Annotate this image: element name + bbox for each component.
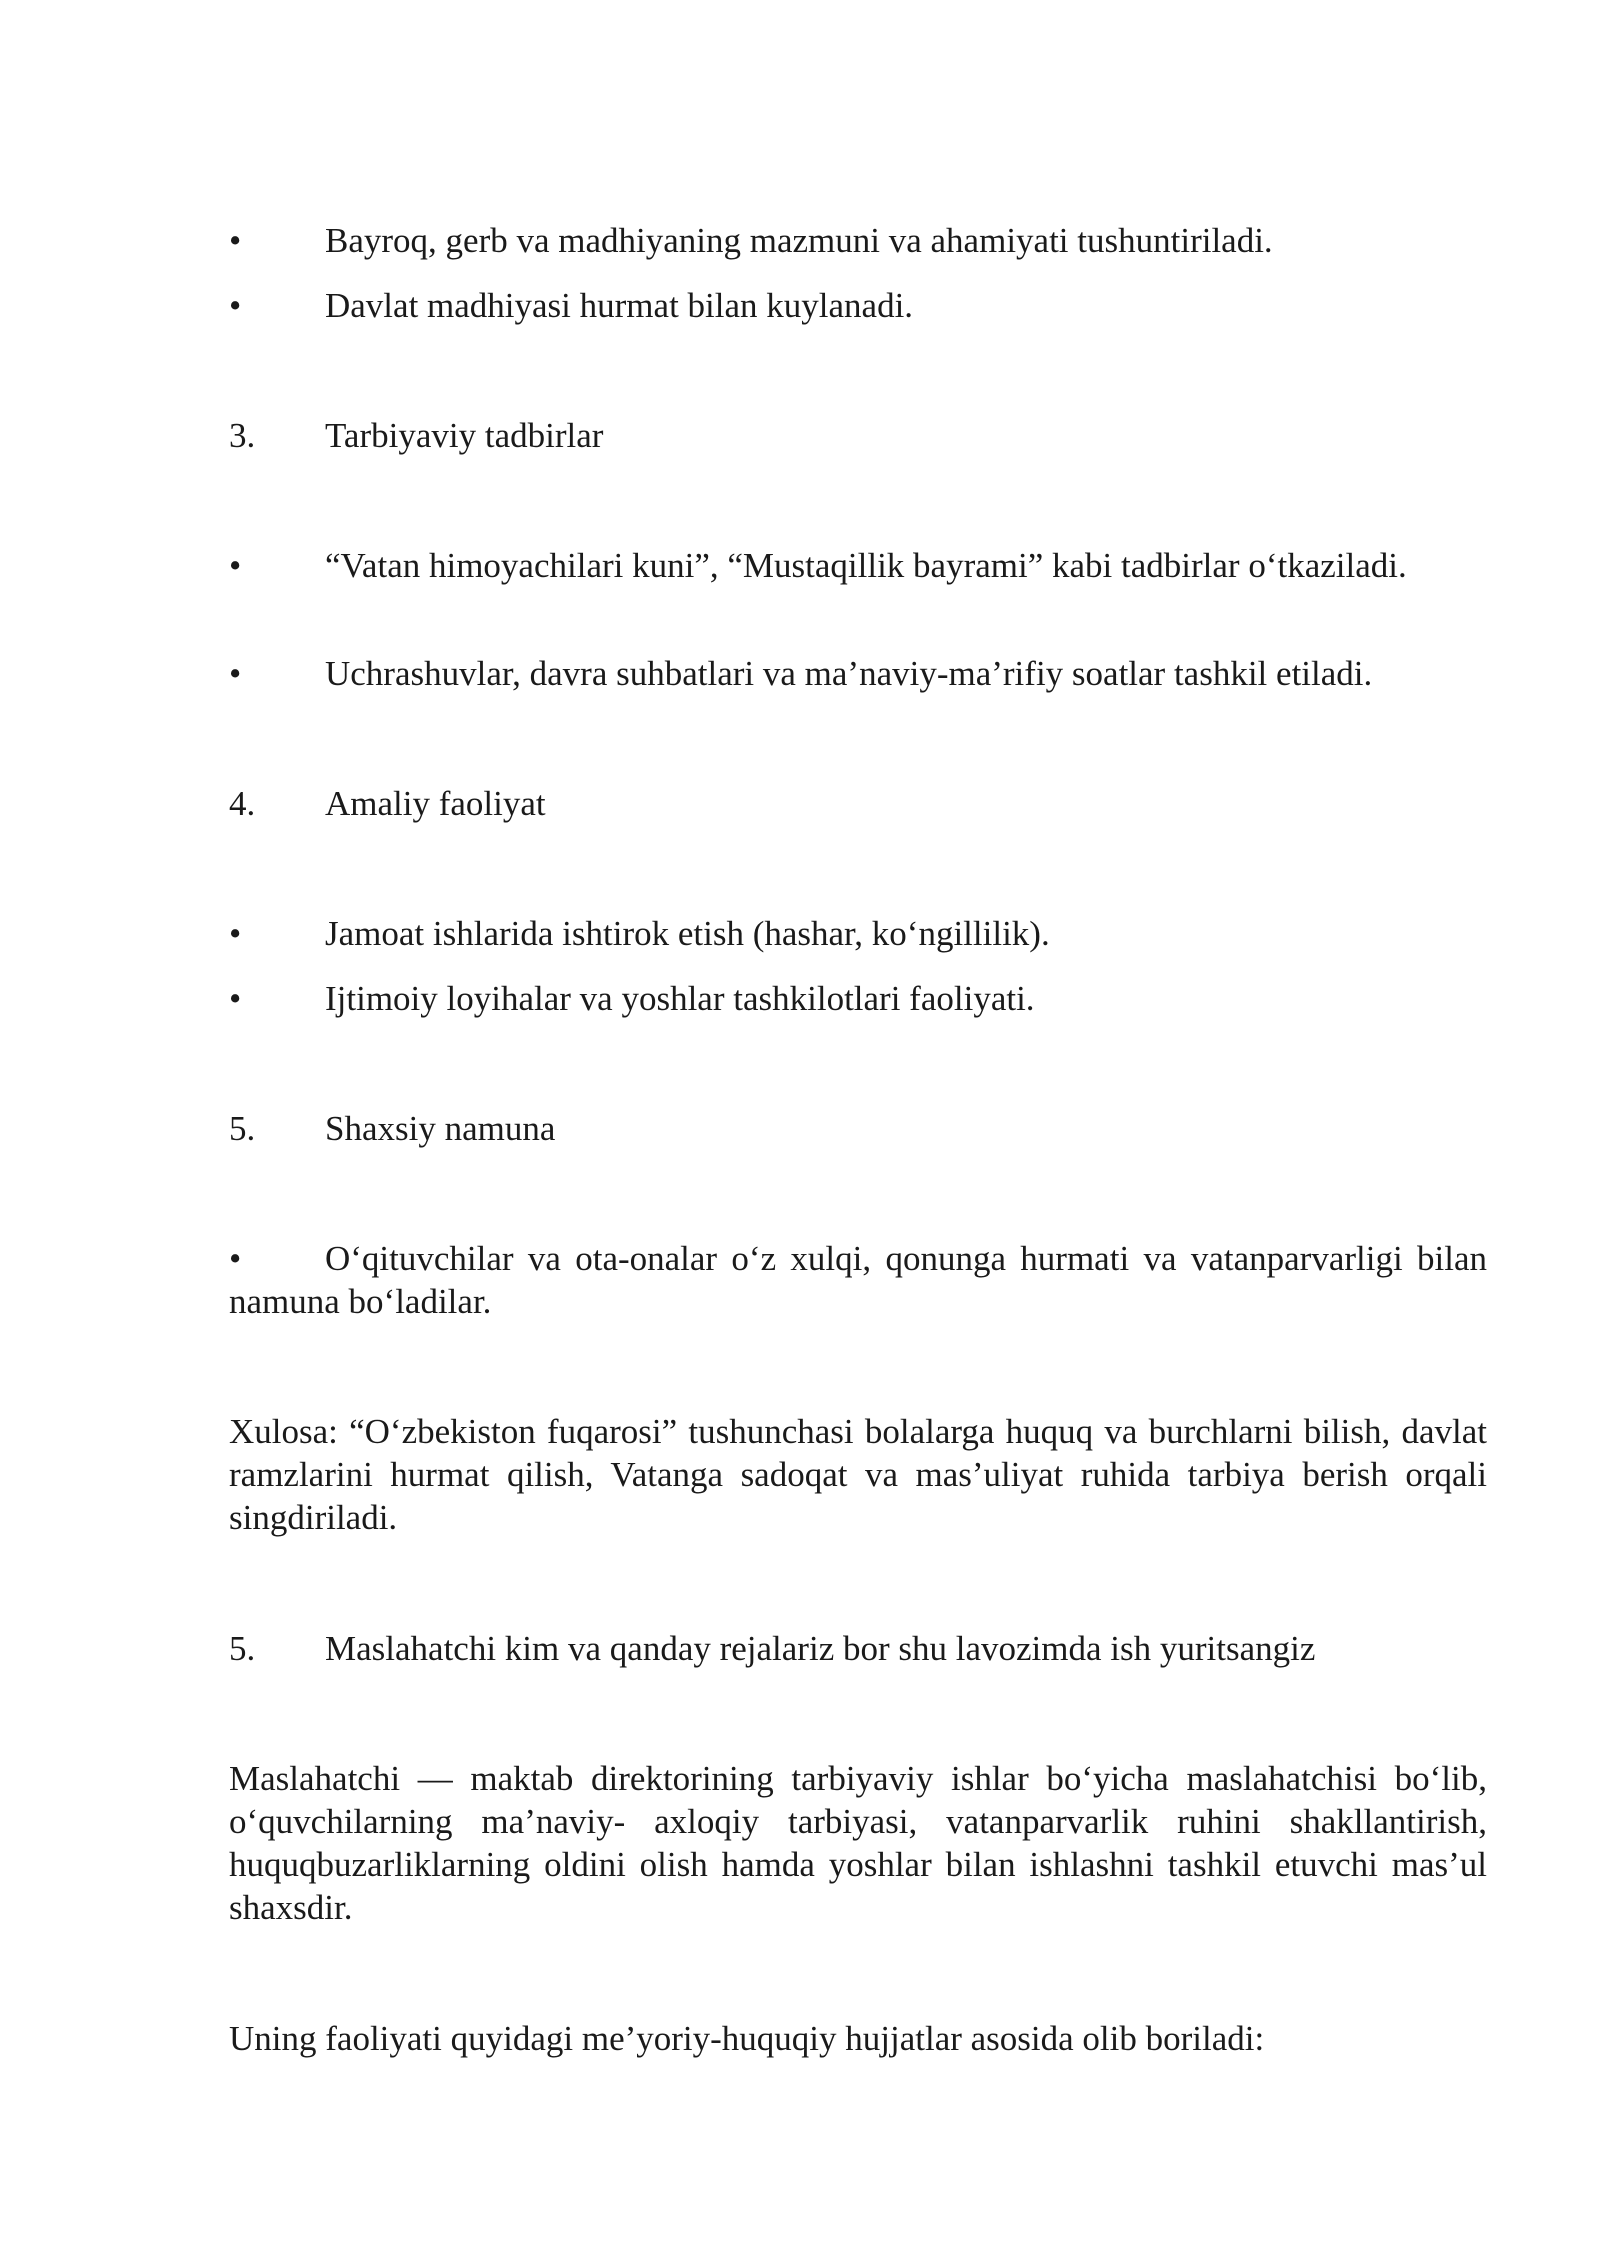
section-number: 3. <box>229 416 256 455</box>
list-item-text: “Vatan himoyachilari kuni”, “Mustaqillik bayrami” kabi tadbirlar o‘tkaziladi. <box>325 546 1407 585</box>
list-item <box>229 652 1487 695</box>
section-title: Amaliy faoliyat <box>325 784 546 823</box>
list-item-text: Davlat madhiyasi hurmat bilan kuylanadi. <box>325 286 914 325</box>
list-item <box>229 219 1487 262</box>
list-item <box>229 912 1487 955</box>
conclusion-paragraph: Xulosa: “O‘zbekiston fuqarosi” tushunchasi bolalarga huquq va burchlarni bilish, davlat ramzlarini hurmat qilish, Vatanga sadoqat va mas’uliyat ruhida tarbiya berish orqali singdiriladi. <box>229 1412 1487 1537</box>
list-item-text: Ijtimoiy loyihalar va yoshlar tashkilotlari faoliyati. <box>325 979 1035 1018</box>
section-number: 5. <box>229 1109 256 1148</box>
bullet-icon: • <box>229 221 242 260</box>
list-item-text: Jamoat ishlarida ishtirok etish (hashar, ko‘ngillilik). <box>325 914 1050 953</box>
list-item-text: Bayroq, gerb va madhiyaning mazmuni va ahamiyati tushuntiriladi. <box>325 221 1273 260</box>
list-item-text: O‘qituvchilar va ota-onalar o‘z xulqi, qonunga hurmati va vatanparvarligi bilan namuna bo‘ladilar. <box>229 1239 1487 1321</box>
bullet-icon: • <box>229 286 242 325</box>
bullet-icon: • <box>229 546 242 585</box>
bullet-icon: • <box>229 1239 242 1278</box>
section-number: 5. <box>229 1629 256 1668</box>
bullet-icon: • <box>229 914 242 953</box>
section-title: Shaxsiy namuna <box>325 1109 556 1148</box>
bullet-icon: • <box>229 654 242 693</box>
list-item <box>229 977 1487 1020</box>
list-item <box>229 544 1487 587</box>
list-item-text: Uchrashuvlar, davra suhbatlari va ma’naviy-ma’rifiy soatlar tashkil etiladi. <box>325 654 1373 693</box>
list-item <box>229 284 1487 327</box>
final-paragraph: Uning faoliyati quyidagi me’yoriy-huquqiy hujjatlar asosida olib boriladi: <box>229 2019 1265 2058</box>
section-title: Maslahatchi kim va qanday rejalariz bor shu lavozimda ish yuritsangiz <box>325 1629 1316 1668</box>
list-item <box>229 1237 1487 1323</box>
definition-paragraph: Maslahatchi — maktab direktorining tarbiyaviy ishlar bo‘yicha maslahatchisi bo‘lib, o‘quvchilarning ma’naviy- axloqiy tarbiyasi, vatanparvarlik ruhini shakllantirish, huquqbuzarliklarning oldini olish hamda yoshlar bilan ishlashni tashkil etuvchi mas’ul shaxsdir. <box>229 1759 1487 1927</box>
section-number: 4. <box>229 784 256 823</box>
section-title: Tarbiyaviy tadbirlar <box>325 416 604 455</box>
bullet-icon: • <box>229 979 242 1018</box>
